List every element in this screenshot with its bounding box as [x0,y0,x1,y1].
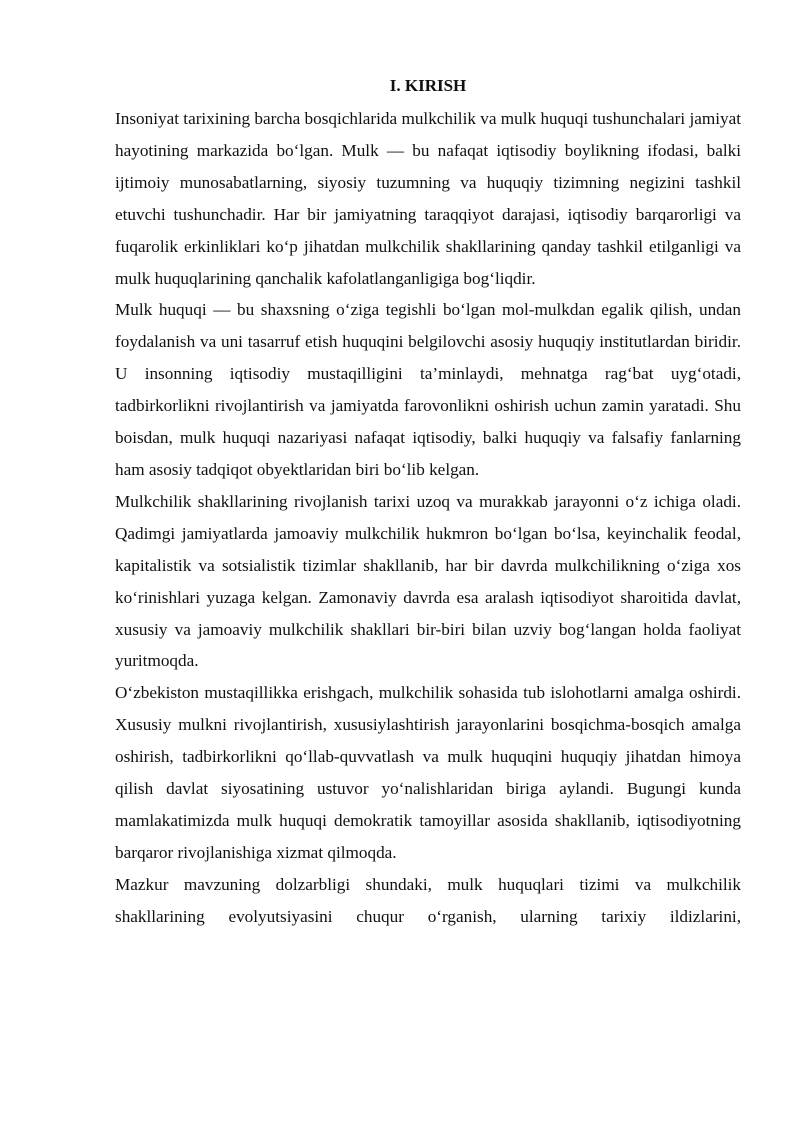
body-text [115,103,741,933]
paragraph-relevance: Mazkur mavzuning dolzarbligi shundaki, mulk huquqlari tizimi va mulkchilik shakllarining evolyutsiyasini chuqur o‘rganish, ularning tarixiy ildizlarini, [115,874,741,926]
paragraph-uzbekistan: O‘zbekiston mustaqillikka erishgach, mulkchilik sohasida tub islohotlarni amalga oshirdi. Xususiy mulkni rivojlantirish, xususiylashtirish jarayonlarini bosqichma-bosqich amalga oshirish, tadbirkorlikni qo‘llab-quvvatlash va mulk huquqini huquqiy jihatdan himoya qilish davlat siyosatining ustuvor yo‘nalishlaridan biriga aylandi. Bugungi kunda mamlakatimizda mulk huquqi demokratik tamoyillar asosida shakllanib, iqtisodiyotning barqaror rivojlanishiga xizmat qilmoqda. [115,683,741,862]
section-title: I. KIRISH [389,76,467,95]
paragraph-intro: Insoniyat tarixining barcha bosqichlarida mulkchilik va mulk huquqi tushunchalari jamiyat hayotining markazida bo‘lgan. Mulk — bu nafaqat iqtisodiy boylikning ifodasi, balki ijtimoiy munosabatlarning, siyosiy tuzumning va huquqiy tizimning negizini tashkil etuvchi tushunchadir. Har bir jamiyatning taraqqiyot darajasi, iqtisodiy barqarorligi va fuqarolik erkinliklari ko‘p jihatdan mulkchilik shakllarining qanday tashkil etilganligi va mulk huquqlarining qanchalik kafolatlanganligiga bog‘liqdir. [115,109,741,288]
paragraph-ownership-history: Mulkchilik shakllarining rivojlanish tarixi uzoq va murakkab jarayonni o‘z ichiga oladi. Qadimgi jamiyatlarda jamoaviy mulkchilik hukmron bo‘lgan bo‘lsa, keyinchalik feodal, kapitalistik va sotsialistik tizimlar shakllanib, har bir davrda mulkchilikning o‘ziga xos ko‘rinishlari yuzaga kelgan. Zamonaviy davrda esa aralash iqtisodiyot sharoitida davlat, xususiy va jamoaviy mulkchilik shakllari bir-biri bilan uzviy bog‘langan holda faoliyat yuritmoqda. [115,491,741,671]
paragraph-property-right: Mulk huquqi — bu shaxsning o‘ziga tegishli bo‘lgan mol-mulkdan egalik qilish, undan foydalanish va uni tasarruf etish huquqini belgilovchi asosiy huquqiy institutlardan biridir. U insonning iqtisodiy mustaqilligini ta’minlaydi, mehnatga rag‘bat uyg‘otadi, tadbirkorlikni rivojlantirish va jamiyatda farovonlikni oshirish uchun zamin yaratadi. Shu boisdan, mulk huquqi nazariyasi nafaqat iqtisodiy, balki huquqiy va falsafiy fanlarning ham asosiy tadqiqot obyektlaridan biri bo‘lib kelgan. [115,300,741,479]
